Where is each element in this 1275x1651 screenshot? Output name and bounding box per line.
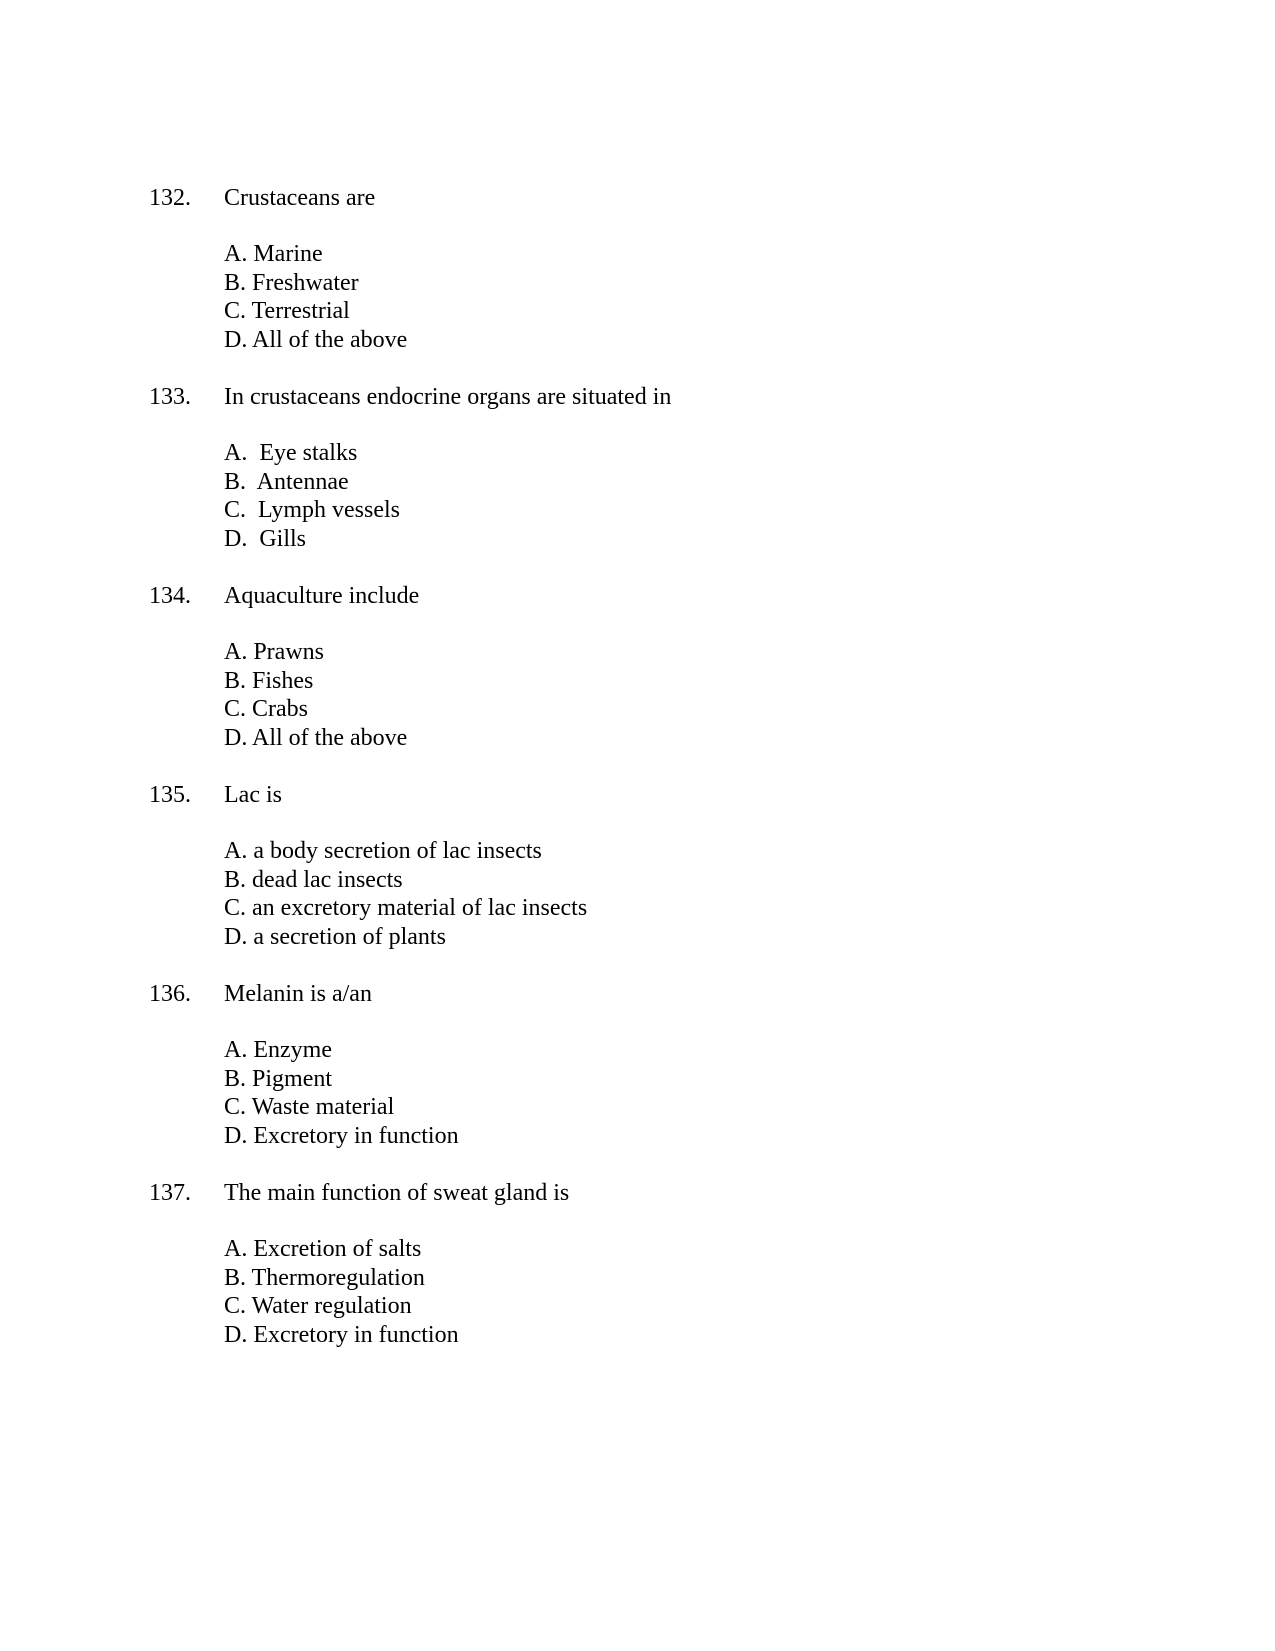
question-number: 132. [149, 185, 191, 211]
question-gap [149, 752, 1149, 781]
question-gap [149, 1150, 1149, 1179]
question-gap [149, 553, 1149, 582]
question-text: Melanin is a/an [224, 981, 372, 1007]
answer-options [224, 240, 1149, 354]
answer-options [224, 638, 1149, 752]
question-132 [149, 184, 1149, 383]
option-a: A. Eye stalks [224, 440, 358, 466]
question-stem [149, 383, 1149, 411]
option-d: D. All of the above [224, 326, 408, 353]
question-text: Aquaculture include [224, 583, 420, 609]
answer-options [224, 1235, 1149, 1349]
question-text: Crustaceans are [224, 185, 376, 211]
option-d: D. Excretory in function [224, 1321, 459, 1348]
option-a: A. Marine [224, 241, 323, 267]
option-a: A. Prawns [224, 639, 324, 665]
option-c: C. Lymph vessels [224, 497, 401, 523]
option-d: D. Gills [224, 525, 307, 552]
question-133 [149, 383, 1149, 582]
question-stem [149, 184, 1149, 212]
option-c: C. Crabs [224, 696, 308, 722]
question-stem [149, 980, 1149, 1008]
question-gap [149, 951, 1149, 980]
option-d: D. All of the above [224, 724, 408, 751]
option-a: A. Excretion of salts [224, 1236, 422, 1262]
question-136 [149, 980, 1149, 1179]
question-number: 134. [149, 583, 191, 609]
option-a: A. Enzyme [224, 1037, 332, 1063]
question-number: 133. [149, 384, 191, 410]
question-135 [149, 781, 1149, 980]
option-b: B. Pigment [224, 1065, 333, 1092]
answer-options [224, 1036, 1149, 1150]
option-d: D. Excretory in function [224, 1122, 459, 1149]
option-c: C. an excretory material of lac insects [224, 895, 588, 921]
question-number: 135. [149, 782, 191, 808]
option-d: D. a secretion of plants [224, 923, 446, 950]
answer-options [224, 439, 1149, 553]
option-c: C. Terrestrial [224, 298, 350, 324]
option-b: B. Fishes [224, 667, 314, 694]
option-a: A. a body secretion of lac insects [224, 838, 542, 864]
question-gap [149, 354, 1149, 383]
option-b: B. Freshwater [224, 269, 359, 296]
question-number: 137. [149, 1180, 191, 1206]
question-text: Lac is [224, 782, 282, 808]
question-list [149, 184, 1149, 1349]
question-stem [149, 582, 1149, 610]
question-134 [149, 582, 1149, 781]
option-b: B. Antennae [224, 468, 349, 495]
question-137 [149, 1179, 1149, 1349]
option-c: C. Water regulation [224, 1293, 412, 1319]
option-b: B. Thermoregulation [224, 1264, 425, 1291]
question-number: 136. [149, 981, 191, 1007]
question-text: In crustaceans endocrine organs are situated in [224, 384, 672, 410]
question-text: The main function of sweat gland is [224, 1180, 570, 1206]
question-stem [149, 781, 1149, 809]
option-c: C. Waste material [224, 1094, 395, 1120]
question-stem [149, 1179, 1149, 1207]
answer-options [224, 837, 1149, 951]
option-b: B. dead lac insects [224, 866, 403, 893]
